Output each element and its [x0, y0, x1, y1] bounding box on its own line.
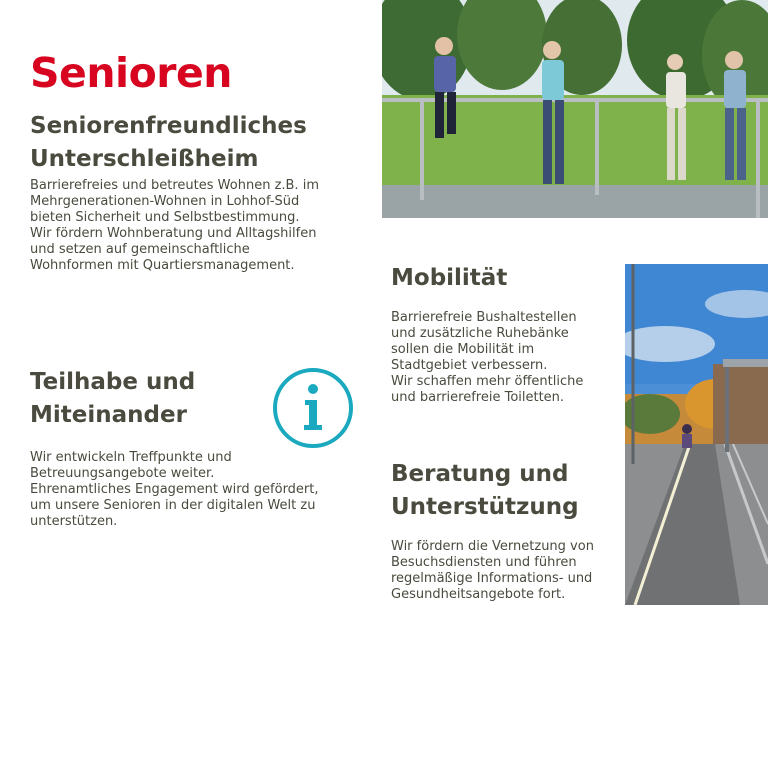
section-body: Wir entwickeln Treffpunkte und Betreuungsangebote weiter. Ehrenamtliches Engagement wird gefördert, um unsere Senioren in der digitalen Welt zu unterstützen. — [30, 450, 319, 529]
photo-seniors-walking — [382, 0, 768, 218]
section-seniorenfreundlich — [30, 110, 370, 274]
section-beratung — [391, 458, 619, 603]
section-mobilitaet — [391, 262, 619, 406]
section-body: Barrierefreies und betreutes Wohnen z.B. im Mehrgenerationen-Wohnen in Lohhof-Süd bieten Sicherheit und Selbstbestimmung. Wir fördern Wohnberatung und Alltagshilfen und setzen auf gemeinschaftliche Wohnformen mit Quartiersmanagement. — [30, 178, 319, 273]
section-heading: Beratung und Unterstützung — [391, 461, 579, 520]
info-circle-icon — [272, 367, 354, 449]
section-heading: Seniorenfreundliches Unterschleißheim — [30, 113, 307, 172]
page-title: Senioren — [30, 49, 232, 97]
section-body: Wir fördern die Vernetzung von Besuchsdiensten und führen regelmäßige Informations- und Gesundheitsangebote fort. — [391, 539, 594, 602]
section-heading: Teilhabe und Miteinander — [30, 369, 196, 428]
section-heading: Mobilität — [391, 265, 508, 291]
section-body: Barrierefreie Bushaltestellen und zusätzliche Ruhebänke sollen die Mobilität im Stadtgebiet verbessern. Wir schaffen mehr öffentliche und barrierefreie Toiletten. — [391, 310, 584, 405]
photo-bus-stop — [625, 264, 768, 605]
